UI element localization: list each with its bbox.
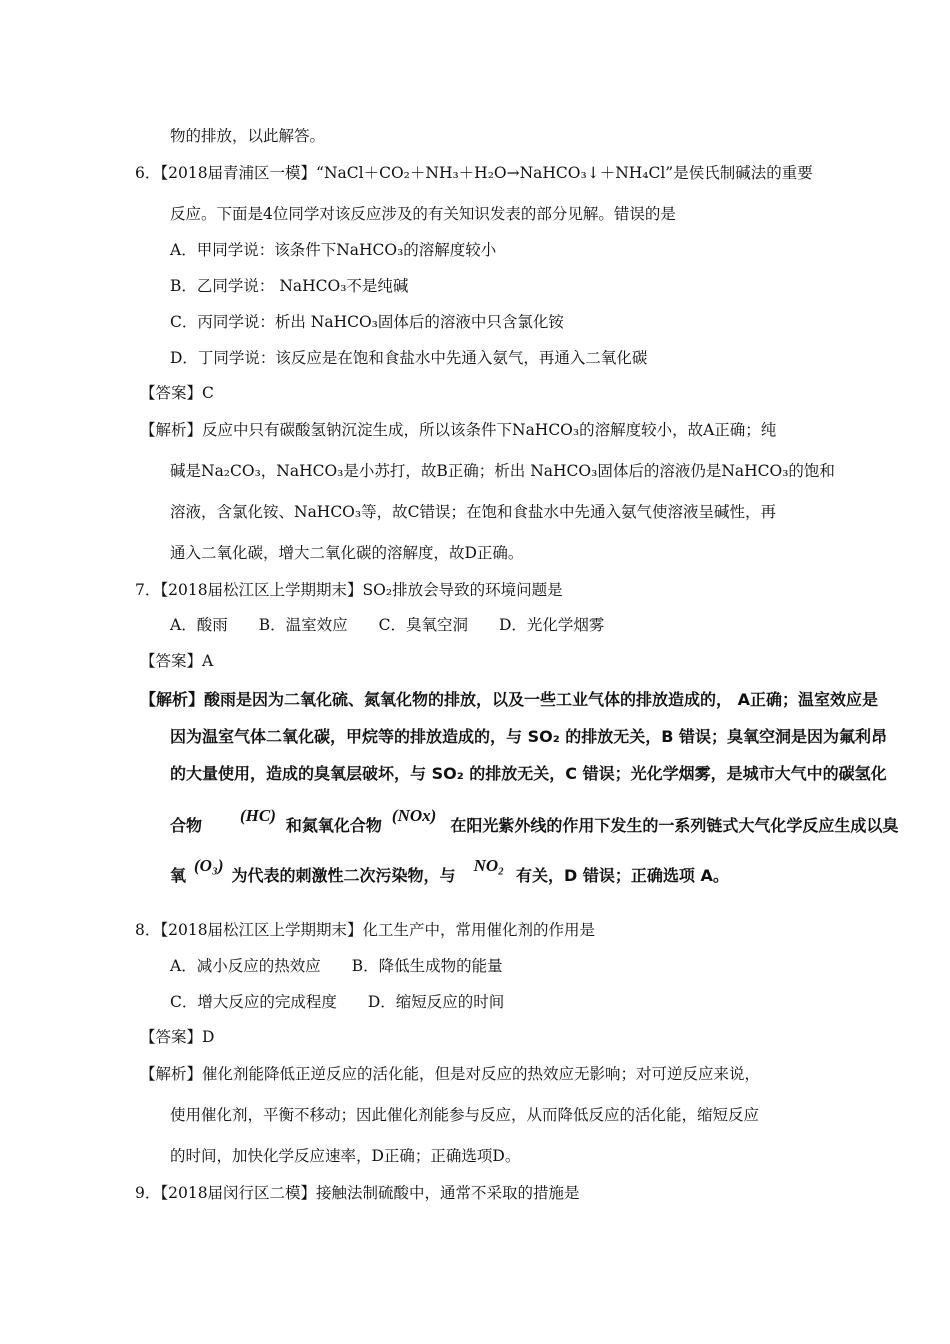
formula-no2: NO₂: [473, 856, 505, 875]
question-9-stem: 9．【2018届闵行区二模】接触法制硫酸中，通常不采取的措施是: [135, 1184, 580, 1202]
formula-hc: (HC): [240, 806, 276, 825]
question-7-options: A．酸雨 B．温室效应 C．臭氧空洞 D．光化学烟雾: [170, 616, 605, 634]
explanation-6-line-3: 溶液，含氯化铵、NaHCO₃等，故C错误；在饱和食盐水中先通入氨气使溶液呈碱性，再: [170, 503, 776, 521]
explanation-8-line-1: 【解析】催化剂能降低正逆反应的活化能，但是对反应的热效应无影响；对可逆反应来说，: [140, 1065, 761, 1083]
text-segment: 氧: [170, 866, 187, 885]
explanation-7-line-5: [170, 856, 729, 886]
explanation-6-line-4: 通入二氧化碳，增大二氧化碳的溶解度，故D正确。: [170, 544, 524, 562]
question-6-option-c: C．丙同学说：析出 NaHCO₃固体后的溶液中只含氯化铵: [170, 313, 564, 331]
question-6-option-b: B．乙同学说： NaHCO₃不是纯碱: [170, 277, 409, 295]
formula-o3: (O₃): [194, 856, 224, 875]
explanation-7-line-4: [170, 806, 899, 836]
explanation-8-line-3: 的时间，加快化学反应速率，D正确；正确选项D。: [170, 1147, 521, 1165]
explanation-7-line-3: 的大量使用，造成的臭氧层破坏，与 SO₂ 的排放无关，C 错误；光化学烟雾，是城市大气中的碳氢化: [170, 764, 887, 783]
question-8-options-cd: C．增大反应的完成程度 D．缩短反应的时间: [170, 993, 505, 1011]
explanation-7-line-1: 【解析】酸雨是因为二氧化硫、氮氧化物的排放，以及一些工业气体的排放造成的， A正确；温室效应是: [140, 690, 878, 709]
explanation-6-line-1: 【解析】反应中只有碳酸氢钠沉淀生成，所以该条件下NaHCO₃的溶解度较小，故A正确；纯: [140, 421, 777, 439]
text-line: 物的排放，以此解答。: [170, 127, 326, 145]
formula-nox: (NOx): [391, 806, 437, 825]
explanation-8-line-2: 使用催化剂，平衡不移动；因此催化剂能参与反应，从而降低反应的活化能，缩短反应: [170, 1106, 760, 1124]
question-8-options-ab: A．减小反应的热效应 B．降低生成物的能量: [170, 957, 503, 975]
question-6-stem-cont: 反应。下面是4位同学对该反应涉及的有关知识发表的部分见解。错误的是: [170, 205, 676, 223]
question-6-stem: 6．【2018届青浦区一模】“NaCl＋CO₂＋NH₃＋H₂O→NaHCO₃↓＋NH₄Cl”是侯氏制碱法的重要: [135, 164, 813, 182]
explanation-6-line-2: 碱是Na₂CO₃，NaHCO₃是小苏打，故B正确；析出 NaHCO₃固体后的溶液仍是NaHCO₃的饱和: [170, 462, 835, 480]
text-segment: 合物: [170, 816, 203, 835]
answer-8: 【答案】D: [140, 1028, 215, 1046]
text-segment: 在阳光紫外线的作用下发生的一系列链式大气化学反应生成以臭: [450, 816, 899, 835]
answer-7: 【答案】A: [140, 652, 214, 670]
question-6-option-d: D．丁同学说：该反应是在饱和食盐水中先通入氨气，再通入二氧化碳: [170, 349, 648, 367]
text-segment: 有关，D 错误；正确选项 A。: [516, 866, 729, 885]
explanation-7-line-2: 因为温室气体二氧化碳，甲烷等的排放造成的，与 SO₂ 的排放无关，B 错误；臭氧空洞是因为氟利昂: [170, 727, 888, 746]
question-6-option-a: A．甲同学说：该条件下NaHCO₃的溶解度较小: [170, 241, 497, 259]
question-8-stem: 8．【2018届松江区上学期期末】化工生产中，常用催化剂的作用是: [135, 921, 596, 939]
answer-6: 【答案】C: [140, 384, 214, 402]
text-segment: 和氮氧化合物: [285, 816, 382, 835]
text-segment: 为代表的刺激性二次污染物，与: [231, 866, 456, 885]
question-7-stem: 7．【2018届松江区上学期期末】SO₂排放会导致的环境问题是: [135, 581, 563, 599]
